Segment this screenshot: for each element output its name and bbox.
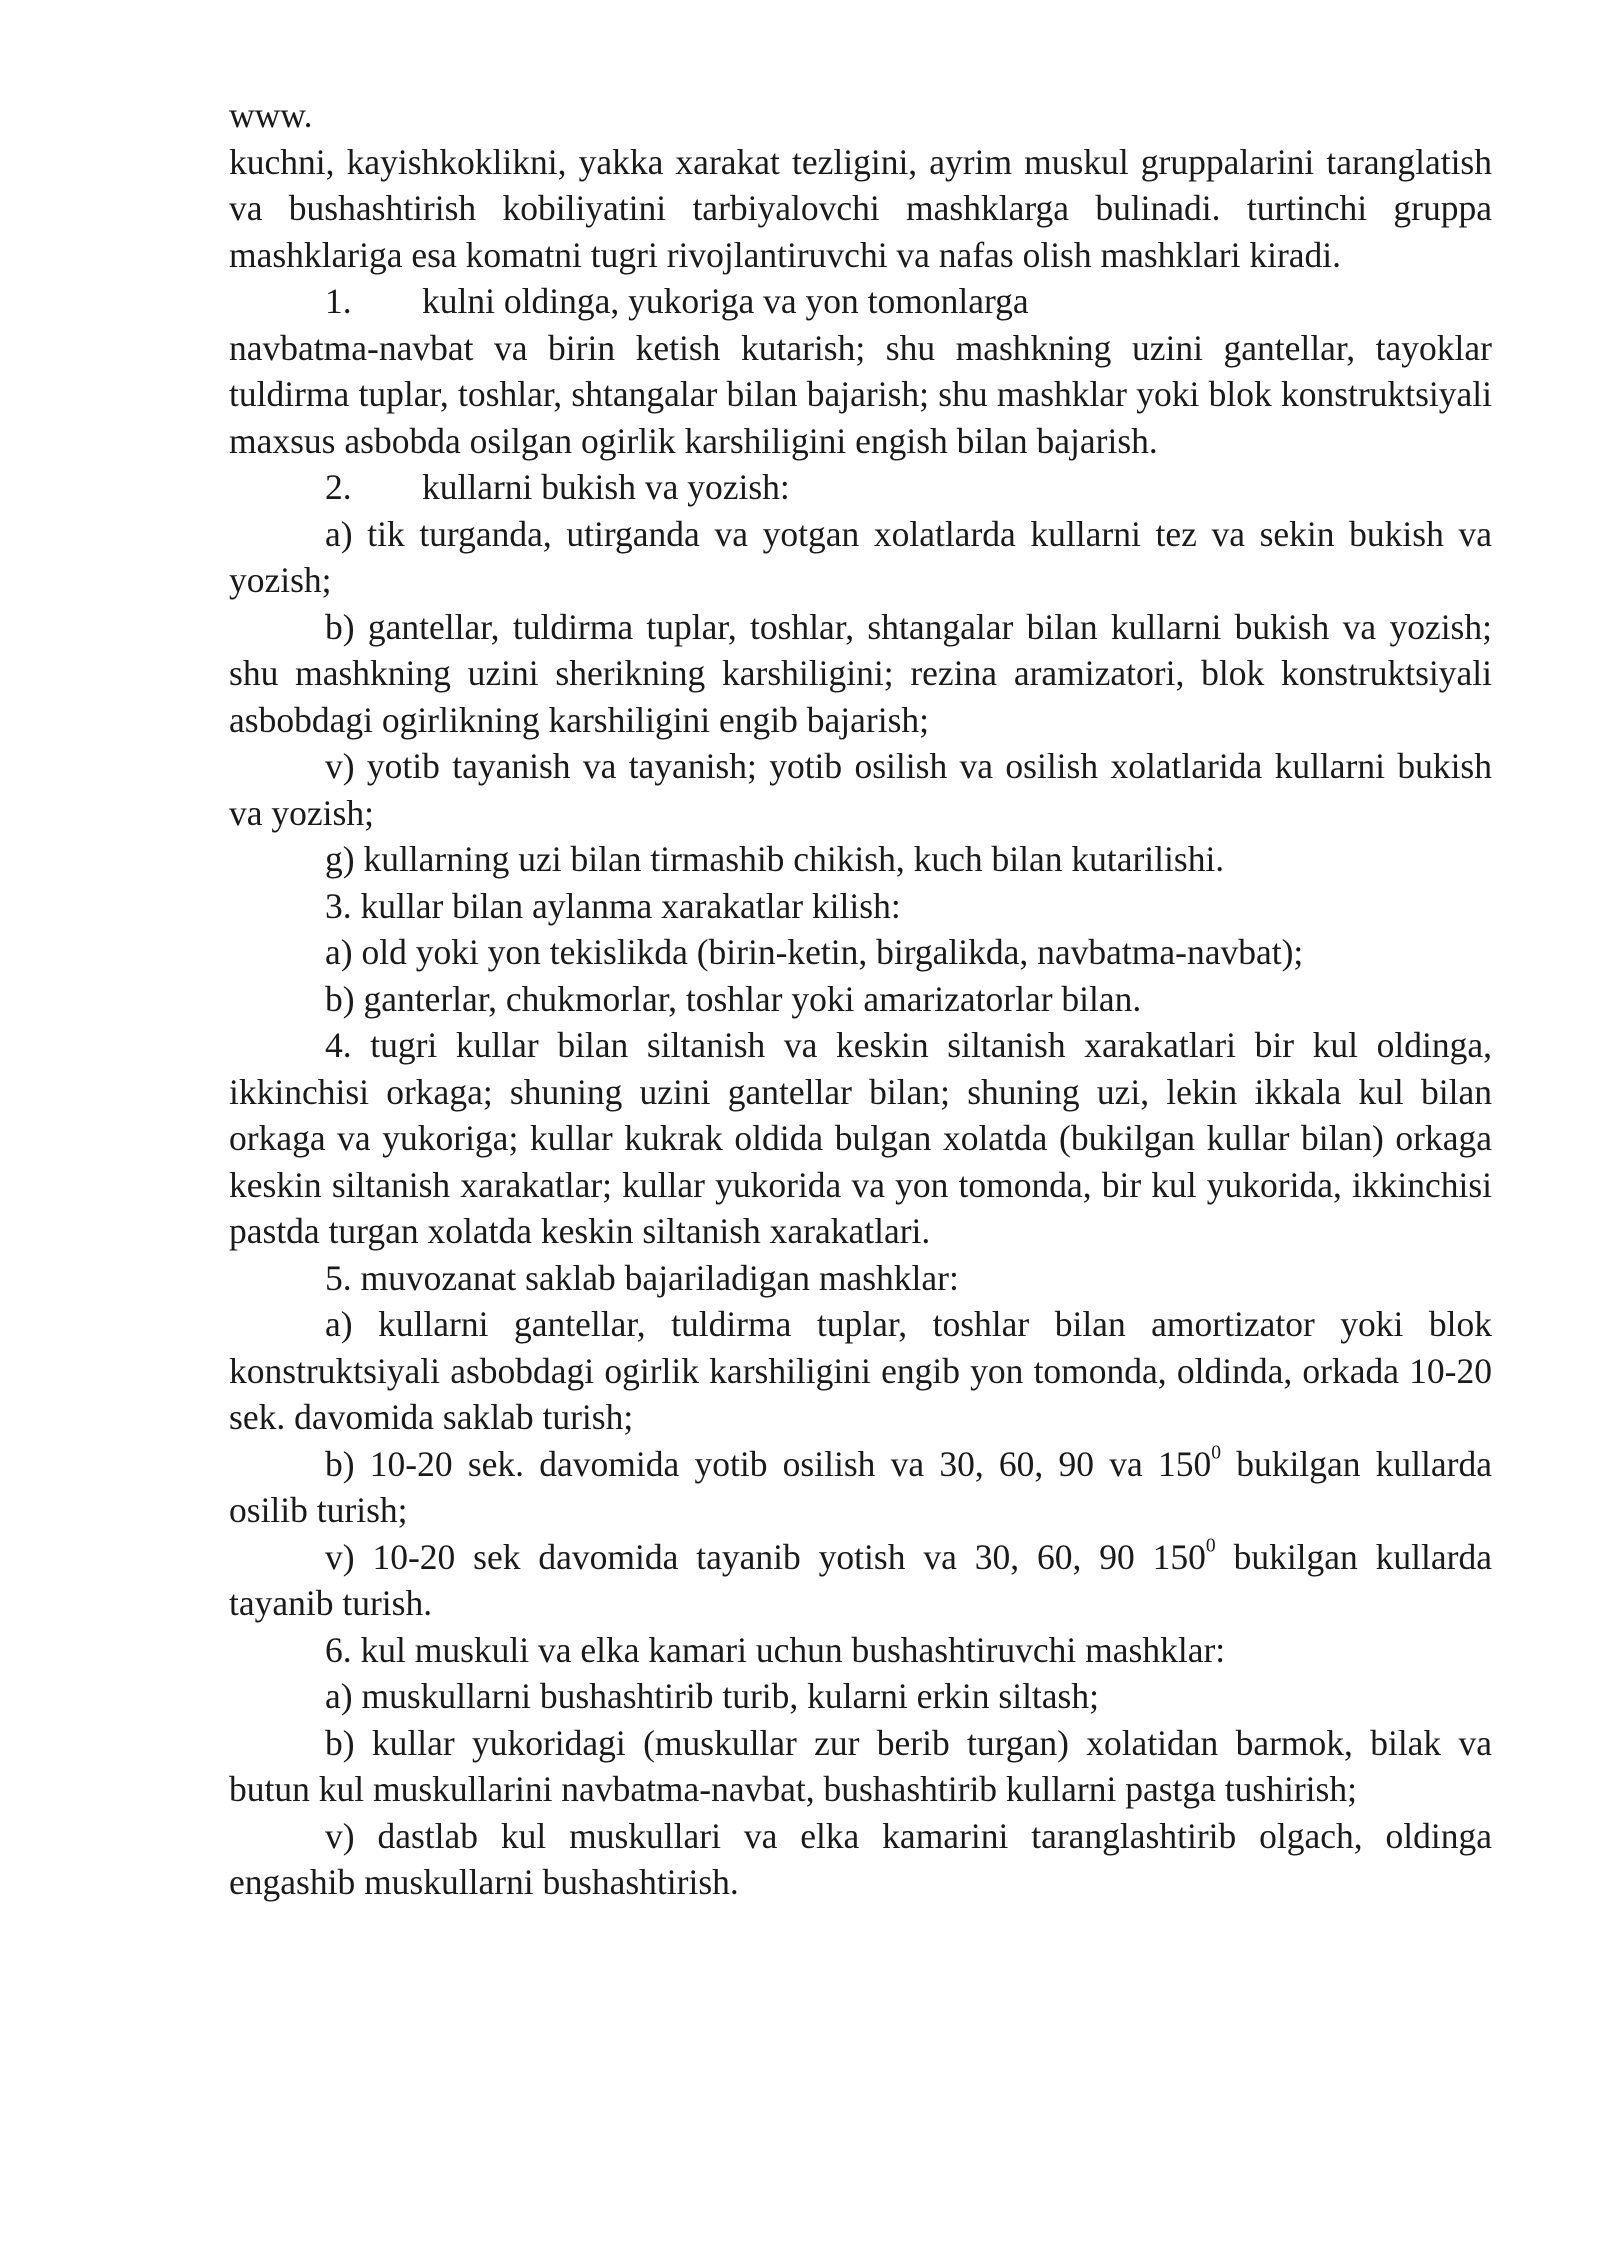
item-3-heading: 3. kullar bilan aylanma xarakatlar kilish: xyxy=(325,885,901,926)
item-2-g: g) kullarning uzi bilan tirmashib chikish, kuch bilan kutarilishi. xyxy=(325,839,1225,879)
item-1-number: 1. xyxy=(325,281,352,321)
item-4-paragraph: 4. tugri kullar bilan siltanish va keskin siltanish xarakatlari bir kul oldinga, ikkinchisi orkaga; shuning uzini gantellar bilan; shuning uzi, lekin ikkala kul bilan orkaga va yukoriga; kullar kukrak oldida bulgan xolatda (bukilgan kullar bilan) orkaga keskin siltanish xarakatlar; kullar yukorida va yon tomonda, bir kul yukorida, ikkinchisi pastda turgan xolatda keskin siltanish xarakatlari. xyxy=(229,1025,1492,1251)
intro-paragraph: kuchni, kayishkoklikni, yakka xarakat tezligini, ayrim muskul gruppalarini taranglatish va bushashtirish kobiliyatini tarbiyalovchi mashklarga bulinadi. turtinchi gruppa mashklariga esa komatni tugri rivojlantiruvchi va nafas olish mashklari kiradi. xyxy=(229,141,1492,275)
item-5-heading: 5. muvozanat saklab bajariladigan mashklar: xyxy=(325,1257,959,1298)
page-header: www. xyxy=(229,95,313,135)
document-page xyxy=(229,92,1492,1906)
item-2-b: b) gantellar, tuldirma tuplar, toshlar, shtangalar bilan kullarni bukish va yozish; shu mashkning uzini sherikning karshiligini; rezina aramizatori, blok konstruktsiyali asbobdagi ogirlikning karshiligini engib bajarish; xyxy=(229,606,1492,740)
item-5-a: a) kullarni gantellar, tuldirma tuplar, toshlar bilan amortizator yoki blok konstruktsiyali asbobdagi ogirlik karshiligini engib yon tomonda, oldinda, orkada 10-20 sek. davomida saklab turish; xyxy=(229,1304,1492,1437)
item-6-v: v) dastlab kul muskullari va elka kamarini taranglashtirib olgach, oldinga engashib muskullarni bushashtirish. xyxy=(229,1815,1492,1902)
item-6-b: b) kullar yukoridagi (muskullar zur berib turgan) xolatidan barmok, bilak va butun kul muskullarini navbatma-navbat, bushashtirib kullarni pastga tushirish; xyxy=(229,1722,1492,1809)
item-5-v xyxy=(229,1534,1492,1627)
item-5-b-text: b) 10-20 sek. davomida yotib osilish va 30, 60, 90 va 150 xyxy=(325,1443,1212,1484)
item-2-v: v) yotib tayanish va tayanish; yotib osilish va osilish xolatlarida kullarni bukish va yozish; xyxy=(229,746,1492,833)
degree-superscript: 0 xyxy=(1211,1441,1221,1463)
item-1-heading xyxy=(229,278,1492,325)
item-3-a: a) old yoki yon tekislikda (birin-ketin, birgalikda, navbatma-navbat); xyxy=(325,932,1304,972)
item-1-body: navbatma-navbat va birin ketish kutarish; shu mashkning uzini gantellar, tayoklar tuldirma tuplar, toshlar, shtangalar bilan bajarish; shu mashklar yoki blok konstruktsiyali maxsus asbobda osilgan ogirlik karshiligini engish bilan bajarish. xyxy=(229,327,1492,461)
item-6-heading: 6. kul muskuli va elka kamari uchun bushashtiruvchi mashklar: xyxy=(325,1629,1226,1670)
item-1-heading-text: kulni oldinga, yukoriga va yon tomonlarga xyxy=(422,281,1029,321)
item-2-heading-text: kullarni bukish va yozish: xyxy=(422,467,790,507)
item-2-number: 2. xyxy=(325,467,352,507)
item-5-b xyxy=(229,1441,1492,1534)
item-6-a: a) muskullarni bushashtirib turib, kularni erkin siltash; xyxy=(325,1676,1099,1716)
item-5-v-text: v) 10-20 sek davomida tayanib yotish va 30, 60, 90 150 xyxy=(325,1536,1206,1577)
item-5-b-text-end: bukilgan kullarda osilib turish; xyxy=(229,1443,1492,1530)
item-3-b: b) ganterlar, chukmorlar, toshlar yoki amarizatorlar bilan. xyxy=(325,978,1142,1019)
item-2-heading xyxy=(229,464,1492,511)
item-2-a: a) tik turganda, utirganda va yotgan xolatlarda kullarni tez va sekin bukish va yozish; xyxy=(229,513,1492,600)
item-5-v-text-end: bukilgan kullarda tayanib turish. xyxy=(229,1536,1492,1623)
degree-superscript: 0 xyxy=(1205,1534,1216,1556)
